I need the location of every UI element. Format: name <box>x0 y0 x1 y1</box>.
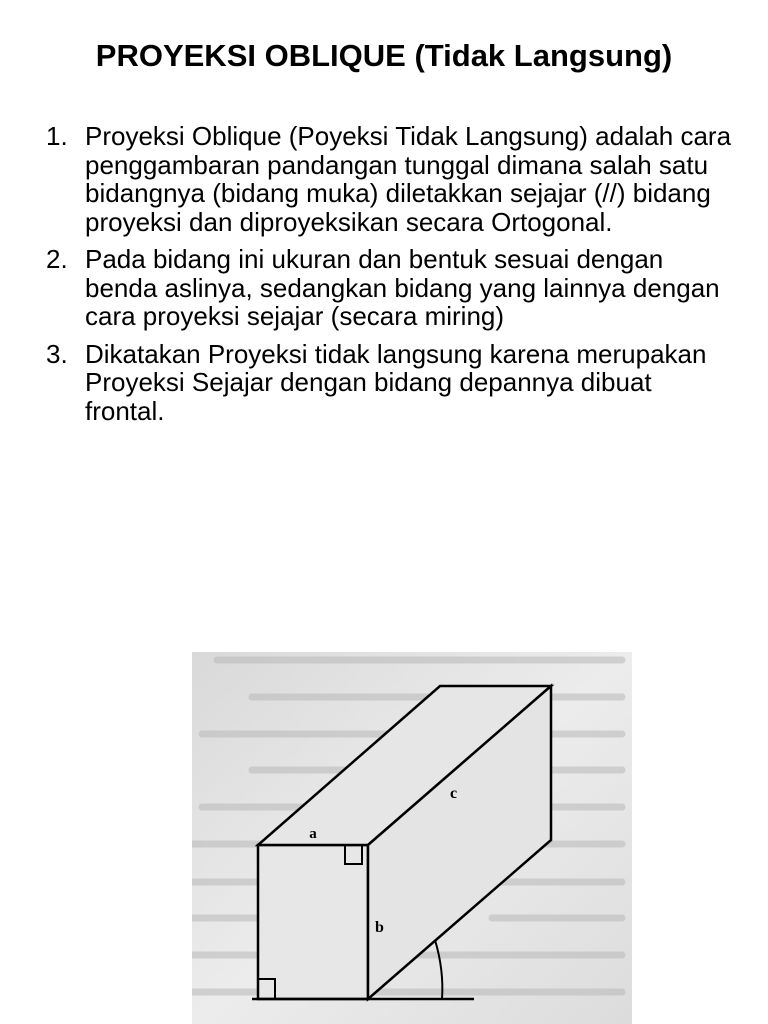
front-face <box>258 845 368 999</box>
list-text: Proyeksi Oblique (Poyeksi Tidak Langsung) adalah cara penggambaran pandangan tunggal dimana salah satu bidangnya (bidang muka) diletakkan sejajar (//) bidang proyeksi dan diproyeksikan secara Ortogonal. <box>85 121 732 237</box>
list-item <box>46 245 736 331</box>
list-item <box>46 340 736 426</box>
oblique-projection-figure <box>192 652 632 1024</box>
oblique-box-diagram <box>192 652 632 1024</box>
label-c: c <box>450 785 458 802</box>
numbered-list <box>46 122 736 434</box>
label-a: a <box>309 826 317 842</box>
list-number: 1. <box>46 121 68 151</box>
list-number: 3. <box>46 338 68 369</box>
list-item <box>46 122 736 236</box>
label-b: b <box>375 919 384 936</box>
list-number: 2. <box>46 244 68 274</box>
list-text: Pada bidang ini ukuran dan bentuk sesuai dengan benda aslinya, sedangkan bidang yang lainnya dengan cara proyeksi sejajar (secara miring) <box>85 244 720 331</box>
page-title: PROYEKSI OBLIQUE (Tidak Langsung) <box>95 38 673 73</box>
list-text: Dikatakan Proyeksi tidak langsung karena merupakan Proyeksi Sejajar dengan bidang depannya dibuat frontal. <box>85 338 707 426</box>
